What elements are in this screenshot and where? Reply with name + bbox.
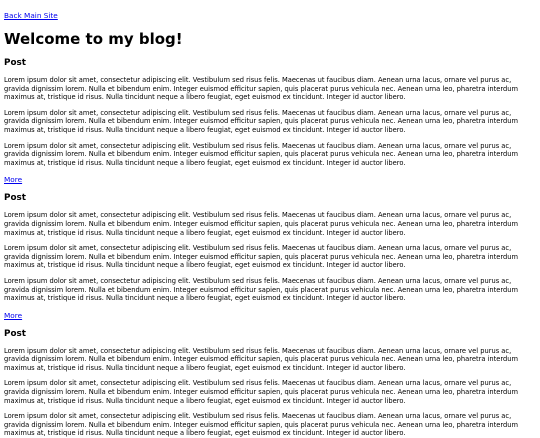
- more-link[interactable]: More: [4, 310, 23, 320]
- post-paragraph: Lorem ipsum dolor sit amet, consectetur adipiscing elit. Vestibulum sed risus felis. Maecenas ut faucibus diam. Aenean urna lacus, ornare vel purus ac, gravida dignissim lorem. Nulla et bibendum enim. Integer euismod efficitur sapien, quis placerat purus vehicula nec. Aenean urna leo, pharetra interdum maximus at, tristique id risus. Nulla tincidunt neque a libero feugiat, eget euismod ex tincidunt. Integer id auctor libero.: [4, 76, 519, 102]
- post-paragraph: Lorem ipsum dolor sit amet, consectetur adipiscing elit. Vestibulum sed risus felis. Maecenas ut faucibus diam. Aenean urna lacus, ornare vel purus ac, gravida dignissim lorem. Nulla et bibendum enim. Integer euismod efficitur sapien, quis placerat purus vehicula nec. Aenean urna leo, pharetra interdum maximus at, tristique id risus. Nulla tincidunt neque a libero feugiat, eget euismod ex tincidunt. Integer id auctor libero.: [4, 276, 519, 303]
- more-link[interactable]: More: [4, 175, 23, 185]
- post-paragraph: Lorem ipsum dolor sit amet, consectetur adipiscing elit. Vestibulum sed risus felis. Maecenas ut faucibus diam. Aenean urna lacus, ornare vel purus ac, gravida dignissim lorem. Nulla et bibendum enim. Integer euismod efficitur sapien, quis placerat purus vehicula nec. Aenean urna leo, pharetra interdum maximus at, tristique id risus. Nulla tincidunt neque a libero feugiat, eget euismod ex tincidunt. Integer id auctor libero.: [4, 108, 519, 134]
- post: [4, 329, 536, 438]
- post-paragraph: Lorem ipsum dolor sit amet, consectetur adipiscing elit. Vestibulum sed risus felis. Maecenas ut faucibus diam. Aenean urna lacus, ornare vel purus ac, gravida dignissim lorem. Nulla et bibendum enim. Integer euismod efficitur sapien, quis placerat purus vehicula nec. Aenean urna leo, pharetra interdum maximus at, tristique id risus. Nulla tincidunt neque a libero feugiat, eget euismod ex tincidunt. Integer id auctor libero.: [4, 379, 519, 405]
- post-paragraph: Lorem ipsum dolor sit amet, consectetur adipiscing elit. Vestibulum sed risus felis. Maecenas ut faucibus diam. Aenean urna lacus, ornare vel purus ac, gravida dignissim lorem. Nulla et bibendum enim. Integer euismod efficitur sapien, quis placerat purus vehicula nec. Aenean urna leo, pharetra interdum maximus at, tristique id risus. Nulla tincidunt neque a libero feugiat, eget euismod ex tincidunt. Integer id auctor libero.: [4, 244, 519, 270]
- post-title: Post: [4, 328, 26, 339]
- post-title: Post: [4, 58, 26, 68]
- post: [4, 193, 536, 321]
- post-body: [4, 211, 536, 302]
- post-body: [4, 76, 536, 167]
- post-title: Post: [4, 193, 26, 204]
- post-paragraph: Lorem ipsum dolor sit amet, consectetur adipiscing elit. Vestibulum sed risus felis. Maecenas ut faucibus diam. Aenean urna lacus, ornare vel purus ac, gravida dignissim lorem. Nulla et bibendum enim. Integer euismod efficitur sapien, quis placerat purus vehicula nec. Aenean urna leo, pharetra interdum maximus at, tristique id risus. Nulla tincidunt neque a libero feugiat, eget euismod ex tincidunt. Integer id auctor libero.: [4, 141, 519, 167]
- post-paragraph: Lorem ipsum dolor sit amet, consectetur adipiscing elit. Vestibulum sed risus felis. Maecenas ut faucibus diam. Aenean urna lacus, ornare vel purus ac, gravida dignissim lorem. Nulla et bibendum enim. Integer euismod efficitur sapien, quis placerat purus vehicula nec. Aenean urna leo, pharetra interdum maximus at, tristique id risus. Nulla tincidunt neque a libero feugiat, eget euismod ex tincidunt. Integer id auctor libero.: [4, 412, 519, 438]
- post-paragraph: Lorem ipsum dolor sit amet, consectetur adipiscing elit. Vestibulum sed risus felis. Maecenas ut faucibus diam. Aenean urna lacus, ornare vel purus ac, gravida dignissim lorem. Nulla et bibendum enim. Integer euismod efficitur sapien, quis placerat purus vehicula nec. Aenean urna leo, pharetra interdum maximus at, tristique id risus. Nulla tincidunt neque a libero feugiat, eget euismod ex tincidunt. Integer id auctor libero.: [4, 211, 519, 237]
- post: [4, 58, 536, 186]
- back-main-site-link[interactable]: Back Main Site: [4, 11, 58, 20]
- post-body: [4, 347, 536, 438]
- post-paragraph: Lorem ipsum dolor sit amet, consectetur adipiscing elit. Vestibulum sed risus felis. Maecenas ut faucibus diam. Aenean urna lacus, ornare vel purus ac, gravida dignissim lorem. Nulla et bibendum enim. Integer euismod efficitur sapien, quis placerat purus vehicula nec. Aenean urna leo, pharetra interdum maximus at, tristique id risus. Nulla tincidunt neque a libero feugiat, eget euismod ex tincidunt. Integer id auctor libero.: [4, 346, 519, 372]
- blog-title: Welcome to my blog!: [4, 30, 183, 48]
